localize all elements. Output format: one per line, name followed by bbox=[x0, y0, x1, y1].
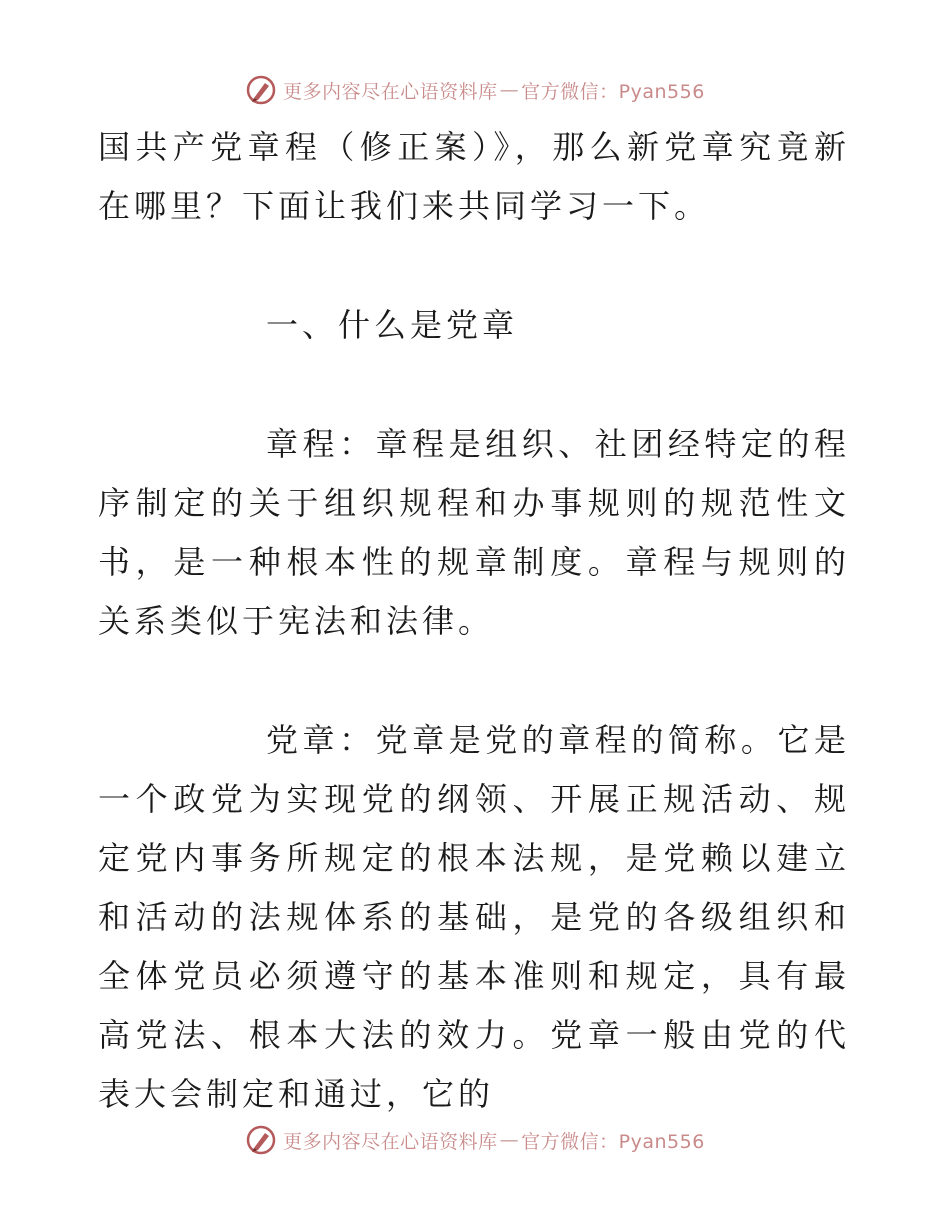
pen-logo-icon bbox=[245, 1124, 277, 1156]
watermark-separator: — bbox=[499, 79, 520, 101]
document-body bbox=[98, 118, 850, 1124]
watermark-wechat: 官方微信：Pyan556 bbox=[521, 80, 705, 103]
footer-watermark bbox=[0, 1120, 950, 1160]
pen-logo-icon bbox=[245, 74, 277, 106]
watermark-wechat: 官方微信：Pyan556 bbox=[521, 1130, 705, 1153]
paragraph-intro: 国共产党章程（修正案）》，那么新党章究竟新在哪里？下面让我们来共同学习一下。 bbox=[98, 128, 850, 225]
paragraph-charter-definition: 章程：章程是组织、社团经特定的程序制定的关于组织规程和办事规则的规范性文书，是一种根本性的规章制度。章程与规则的关系类似于宪法和法律。 bbox=[98, 425, 850, 640]
watermark-text: 更多内容尽在心语资料库 bbox=[283, 1130, 498, 1153]
paragraph-party-constitution: 党章：党章是党的章程的简称。它是一个政党为实现党的纲领、开展正规活动、规定党内事务所规定的根本法规，是党赖以建立和活动的法规体系的基础，是党的各级组织和全体党员必须遵守的基本准则和规定，具有最高党法、根本大法的效力。党章一般由党的代表大会制定和通过，它的 bbox=[98, 721, 850, 1113]
watermark-separator: — bbox=[499, 1129, 520, 1151]
watermark-text: 更多内容尽在心语资料库 bbox=[283, 80, 498, 103]
section-heading: 一、什么是党章 bbox=[266, 306, 519, 344]
header-watermark bbox=[0, 70, 950, 110]
